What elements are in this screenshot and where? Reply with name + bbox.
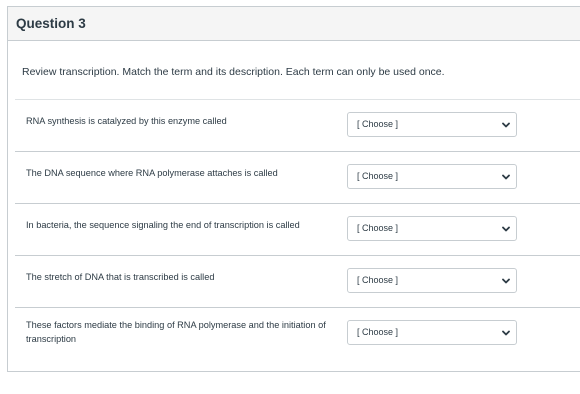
select-value: [ Choose ]	[357, 119, 399, 129]
match-row	[15, 151, 580, 203]
match-row	[15, 255, 580, 307]
select-value: [ Choose ]	[357, 223, 399, 233]
answer-select[interactable]	[347, 164, 517, 189]
match-row	[15, 99, 580, 151]
question-prompt: Review transcription. Match the term and its description. Each term can only be used once.	[22, 66, 445, 78]
match-list	[15, 99, 580, 359]
term-label: These factors mediate the binding of RNA polymerase and the initiation of transcription	[26, 320, 326, 344]
term-label: The stretch of DNA that is transcribed is called	[26, 272, 215, 282]
question-card	[7, 6, 580, 372]
chevron-down-icon	[501, 276, 511, 286]
question-title: Question 3	[8, 7, 580, 41]
chevron-down-icon	[501, 120, 511, 130]
chevron-down-icon	[501, 172, 511, 182]
term-label: In bacteria, the sequence signaling the end of transcription is called	[26, 220, 300, 230]
match-row	[15, 307, 580, 359]
answer-select[interactable]	[347, 216, 517, 241]
select-value: [ Choose ]	[357, 327, 399, 337]
term-label: The DNA sequence where RNA polymerase attaches is called	[26, 168, 278, 178]
chevron-down-icon	[501, 224, 511, 234]
chevron-down-icon	[501, 328, 511, 338]
answer-select[interactable]	[347, 320, 517, 345]
term-label: RNA synthesis is catalyzed by this enzyme called	[26, 116, 227, 126]
answer-select[interactable]	[347, 268, 517, 293]
match-row	[15, 203, 580, 255]
select-value: [ Choose ]	[357, 275, 399, 285]
select-value: [ Choose ]	[357, 171, 399, 181]
answer-select[interactable]	[347, 112, 517, 137]
